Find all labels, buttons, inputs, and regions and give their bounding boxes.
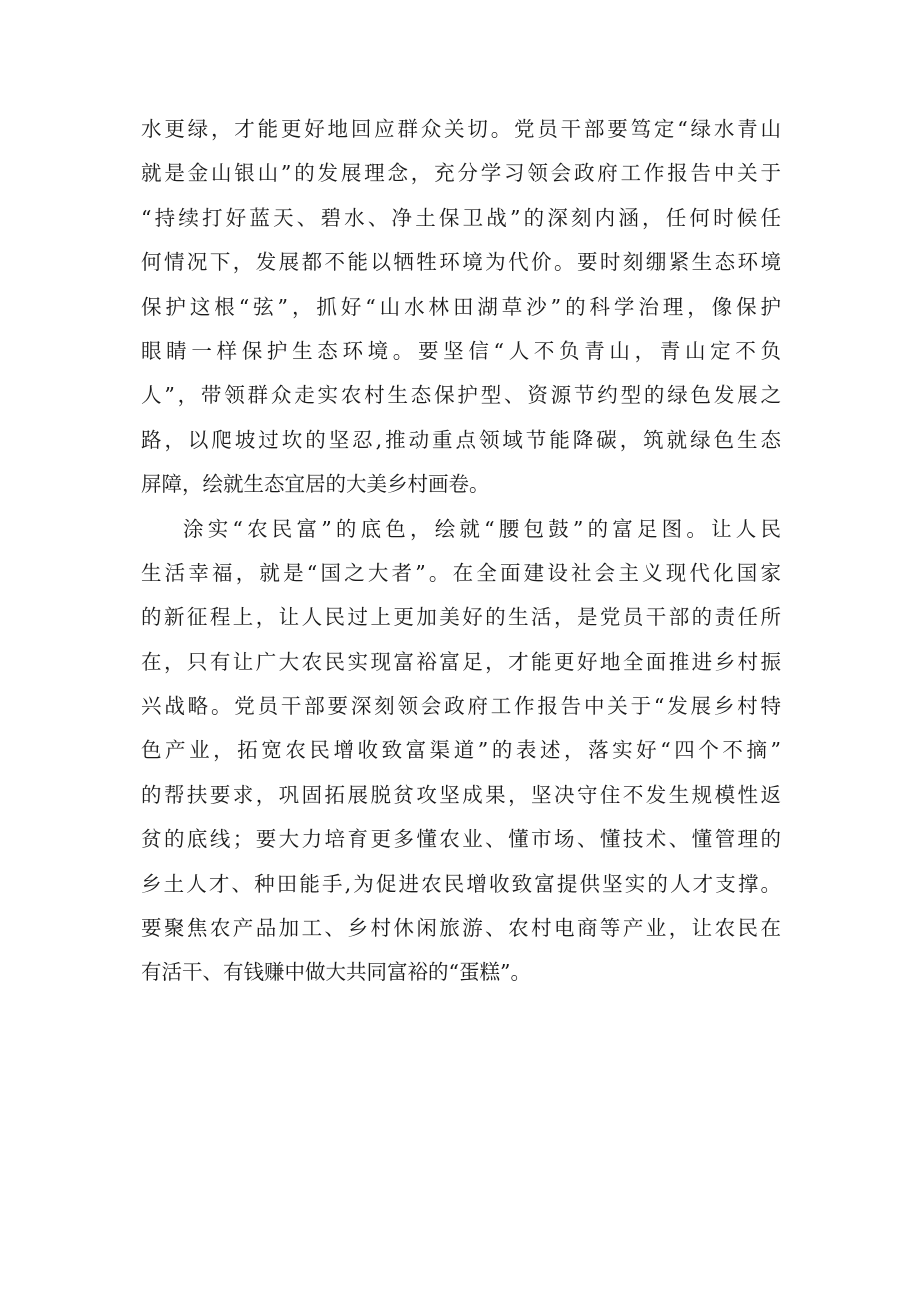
paragraph-line: 生活幸福，就是“国之大者”。在全面建设社会主义现代化国家 bbox=[141, 560, 781, 585]
paragraph-line: “持续打好蓝天、碧水、净土保卫战”的深刻内涵，任何时候任 bbox=[141, 205, 781, 230]
paragraph-line: 涂实“农民富”的底色，绘就“腰包鼓”的富足图。让人民 bbox=[183, 516, 781, 541]
paragraph-line: 贫的底线；要大力培育更多懂农业、懂市场、懂技术、懂管理的 bbox=[141, 827, 781, 852]
paragraph-line: 兴战略。党员干部要深刻领会政府工作报告中关于“发展乡村特 bbox=[141, 694, 781, 719]
paragraph-line: 色产业，拓宽农民增收致富渠道”的表述，落实好“四个不摘” bbox=[141, 738, 781, 763]
paragraph-line: 在，只有让广大农民实现富裕富足，才能更好地全面推进乡村振 bbox=[141, 649, 781, 674]
paragraph-line: 就是金山银山”的发展理念，充分学习领会政府工作报告中关于 bbox=[141, 161, 781, 186]
paragraph-line: 有活干、有钱赚中做大共同富裕的“蛋糕”。 bbox=[141, 960, 531, 985]
body-text bbox=[141, 107, 781, 995]
paragraph-1 bbox=[141, 107, 781, 507]
paragraph-line: 要聚焦农产品加工、乡村休闲旅游、农村电商等产业，让农民在 bbox=[141, 916, 781, 941]
paragraph-line: 人”，带领群众走实农村生态保护型、资源节约型的绿色发展之 bbox=[141, 383, 781, 408]
paragraph-line: 眼睛一样保护生态环境。要坚信“人不负青山，青山定不负 bbox=[141, 338, 781, 363]
paragraph-line: 路，以爬坡过坎的坚忍,推动重点领域节能降碳，筑就绿色生态 bbox=[141, 427, 781, 452]
paragraph-line: 屏障，绘就生态宜居的大美乡村画卷。 bbox=[141, 472, 490, 497]
paragraph-line: 何情况下，发展都不能以牺牲环境为代价。要时刻绷紧生态环境 bbox=[141, 250, 781, 275]
paragraph-line: 保护这根“弦”，抓好“山水林田湖草沙”的科学治理，像保护 bbox=[141, 294, 781, 319]
paragraph-line: 水更绿，才能更好地回应群众关切。党员干部要笃定“绿水青山 bbox=[141, 117, 781, 141]
paragraph-line: 的新征程上，让人民过上更加美好的生活，是党员干部的责任所 bbox=[141, 605, 781, 630]
paragraph-line: 乡土人才、种田能手,为促进农民增收致富提供坚实的人才支撑。 bbox=[141, 871, 781, 896]
paragraph-2 bbox=[141, 507, 781, 995]
paragraph-line: 的帮扶要求，巩固拓展脱贫攻坚成果，坚决守住不发生规模性返 bbox=[141, 782, 781, 807]
